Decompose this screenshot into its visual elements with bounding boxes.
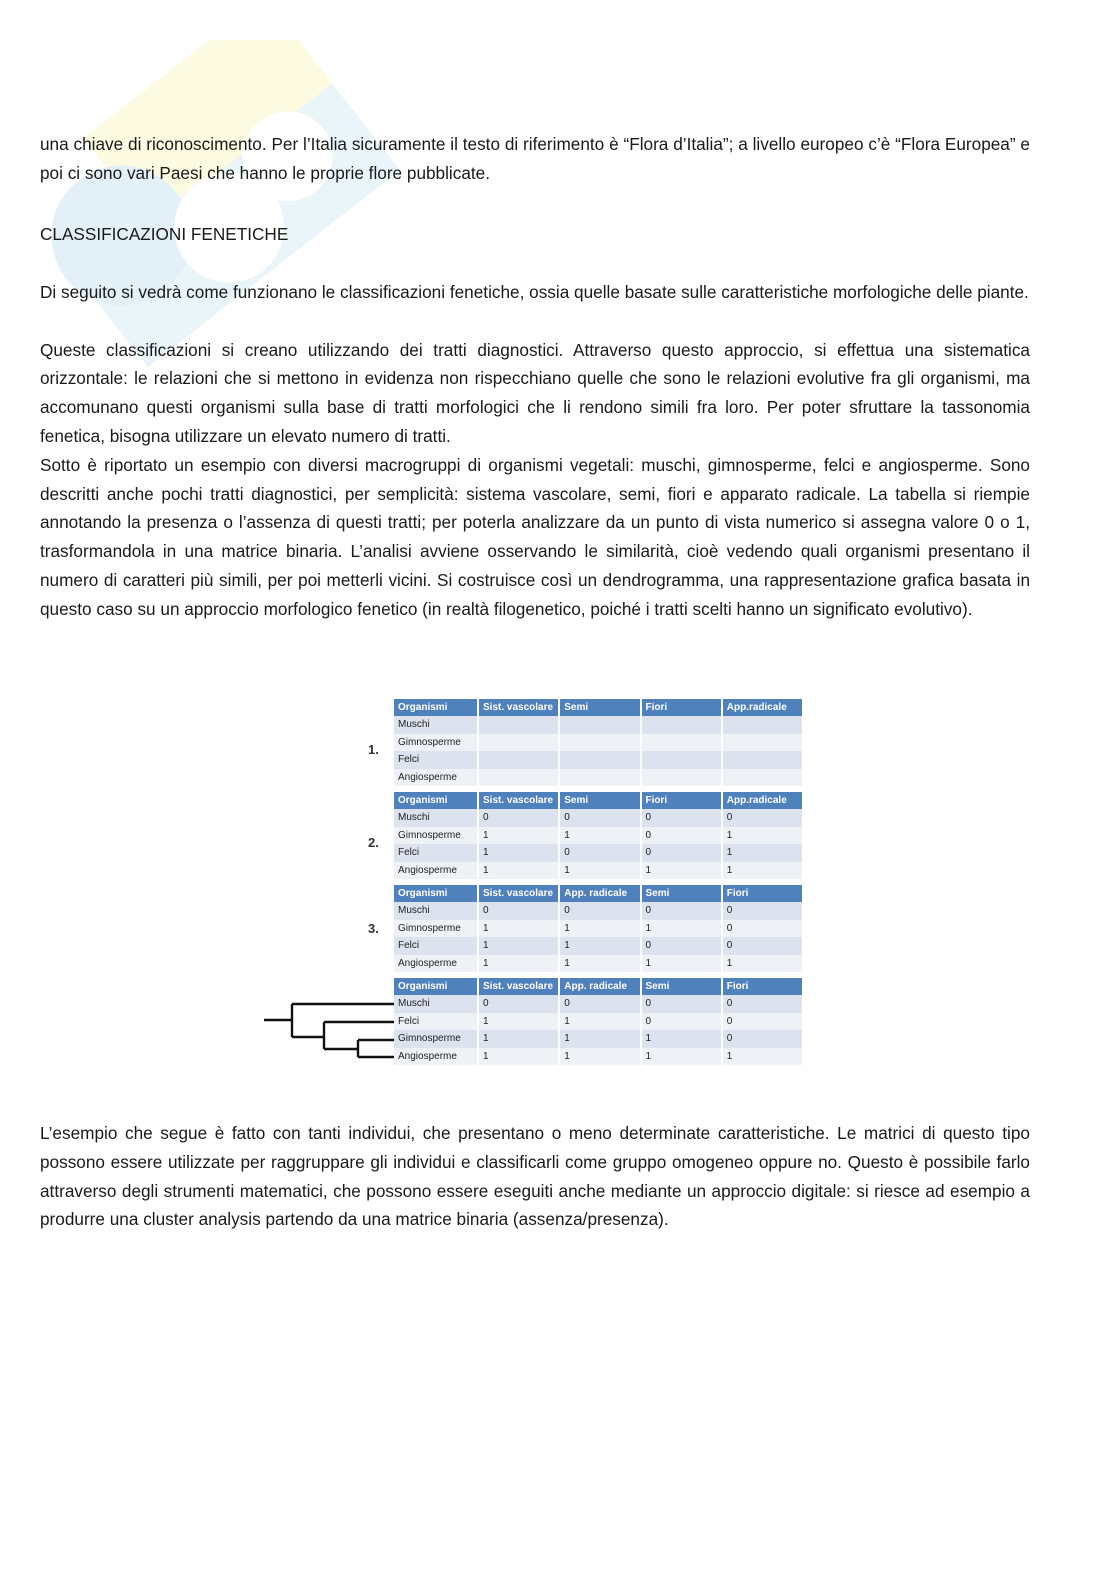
table-cell: Muschi bbox=[394, 716, 478, 734]
table-cell: 1 bbox=[559, 920, 640, 938]
table-row bbox=[394, 1048, 803, 1066]
table-header-cell: Sist. vascolare bbox=[478, 792, 559, 809]
table-cell bbox=[722, 716, 803, 734]
table-cell: 1 bbox=[559, 862, 640, 880]
table-header-cell: Semi bbox=[559, 699, 640, 716]
table-header-row bbox=[394, 978, 803, 995]
table-header-cell: Organismi bbox=[394, 978, 478, 995]
table-header-cell: Fiori bbox=[641, 792, 722, 809]
table-row bbox=[394, 827, 803, 845]
table-cell: Felci bbox=[394, 844, 478, 862]
table-cell: Angiosperme bbox=[394, 1048, 478, 1066]
matrix-table bbox=[394, 885, 804, 972]
table-cell: 1 bbox=[478, 1048, 559, 1066]
table-cell: 0 bbox=[641, 809, 722, 827]
matrix-table bbox=[394, 978, 804, 1065]
table-cell: Felci bbox=[394, 751, 478, 769]
table-cell bbox=[478, 751, 559, 769]
table-row bbox=[394, 995, 803, 1013]
table-header-cell: Semi bbox=[559, 792, 640, 809]
table-cell: 0 bbox=[559, 995, 640, 1013]
table-header-cell: App.radicale bbox=[722, 792, 803, 809]
table-header-cell: Organismi bbox=[394, 885, 478, 902]
table-cell: 0 bbox=[641, 995, 722, 1013]
table-row bbox=[394, 955, 803, 973]
table-cell: 0 bbox=[722, 1013, 803, 1031]
table-cell: 0 bbox=[559, 902, 640, 920]
paragraph-intro: una chiave di riconoscimento. Per l’Italia sicuramente il testo di riferimento è “Flora d’Italia”; a livello europeo c’è “Flora Europea” e poi ci sono vari Paesi che hanno le proprie flore pubblicate. bbox=[40, 134, 1030, 183]
table-header-cell: App.radicale bbox=[722, 699, 803, 716]
table-cell: 1 bbox=[478, 844, 559, 862]
paragraph-definition: Di seguito si vedrà come funzionano le classificazioni fenetiche, ossia quelle basate sulle caratteristiche morfologiche delle piante. bbox=[40, 282, 1029, 302]
table-cell bbox=[559, 734, 640, 752]
table-cell: 1 bbox=[478, 827, 559, 845]
table-cell: 0 bbox=[722, 809, 803, 827]
table-cell: Muschi bbox=[394, 902, 478, 920]
table-cell bbox=[478, 734, 559, 752]
table-header-cell: Semi bbox=[641, 978, 722, 995]
table-cell bbox=[641, 769, 722, 787]
table-header-cell: Sist. vascolare bbox=[478, 885, 559, 902]
table-cell: 0 bbox=[478, 995, 559, 1013]
table-cell bbox=[722, 769, 803, 787]
table-cell: Gimnosperme bbox=[394, 734, 478, 752]
table-cell: 0 bbox=[641, 937, 722, 955]
table-row bbox=[394, 937, 803, 955]
table-header-cell: Organismi bbox=[394, 792, 478, 809]
table-row bbox=[394, 920, 803, 938]
table-cell: 1 bbox=[722, 862, 803, 880]
dendrogram-icon bbox=[262, 995, 396, 1065]
table-label: 1. bbox=[368, 742, 379, 757]
table-cell: 0 bbox=[641, 827, 722, 845]
table-cell bbox=[559, 751, 640, 769]
table-cell: Angiosperme bbox=[394, 955, 478, 973]
table-header-row bbox=[394, 792, 803, 809]
table-header-cell: App. radicale bbox=[559, 885, 640, 902]
table-cell: 0 bbox=[641, 844, 722, 862]
table-cell: 1 bbox=[478, 937, 559, 955]
table-cell: 0 bbox=[641, 1013, 722, 1031]
table-header-cell: Organismi bbox=[394, 699, 478, 716]
table-cell: 0 bbox=[722, 902, 803, 920]
table-cell: 0 bbox=[641, 902, 722, 920]
table-cell: 1 bbox=[478, 1013, 559, 1031]
table-cell: 1 bbox=[641, 955, 722, 973]
table-row bbox=[394, 809, 803, 827]
table-row bbox=[394, 716, 803, 734]
table-header-cell: App. radicale bbox=[559, 978, 640, 995]
matrix-table bbox=[394, 792, 804, 879]
table-cell: Felci bbox=[394, 937, 478, 955]
table-cell: 1 bbox=[478, 1030, 559, 1048]
table-cell bbox=[641, 751, 722, 769]
table-cell bbox=[478, 769, 559, 787]
table-cell: 1 bbox=[641, 1030, 722, 1048]
table-cell: 0 bbox=[478, 809, 559, 827]
table-cell: Gimnosperme bbox=[394, 827, 478, 845]
table-cell: 0 bbox=[478, 902, 559, 920]
table-row bbox=[394, 1030, 803, 1048]
table-cell bbox=[722, 751, 803, 769]
table-label: 3. bbox=[368, 921, 379, 936]
table-cell bbox=[559, 769, 640, 787]
table-cell: 0 bbox=[722, 920, 803, 938]
table-cell: Felci bbox=[394, 1013, 478, 1031]
paragraph-cluster-analysis: L’esempio che segue è fatto con tanti individui, che presentano o meno determinate caratteristiche. Le matrici di questo tipo possono essere utilizzate per raggruppare gli individui e classificarli come gruppo omogeneo oppure no. Questo è possibile farlo attraverso degli strumenti matematici, che possono essere eseguiti anche mediante un approccio digitale: si riesce ad esempio a produrre una cluster analysis partendo da una matrice binaria (assenza/presenza). bbox=[40, 1123, 1030, 1230]
table-cell: 0 bbox=[559, 844, 640, 862]
paragraph-example: Sotto è riportato un esempio con diversi macrogruppi di organismi vegetali: muschi, gimnosperme, felci e angiosperme. Sono descritti anche pochi tratti diagnostici, per semplicità: sistema vascolare, semi, fiori e apparato radicale. La tabella si riempie annotando la presenza o l’assenza di questi tratti; per poterla analizzare da un punto di vista numerico si assegna valore 0 o 1, trasformandola in una matrice binaria. L’analisi avviene osservando le similarità, cioè vedendo quali organismi presentano il numero di caratteri più simili, per poi metterli vicini. Si costruisce così un dendrogramma, una rappresentazione grafica basata in questo caso su un approccio morfologico fenetico (in realtà filogenetico, poiché i tratti scelti hanno un significato evolutivo). bbox=[40, 454, 1030, 619]
table-cell: Angiosperme bbox=[394, 862, 478, 880]
table-row bbox=[394, 734, 803, 752]
table-row bbox=[394, 1013, 803, 1031]
table-header-row bbox=[394, 699, 803, 716]
table-cell: 1 bbox=[559, 955, 640, 973]
table-cell bbox=[559, 716, 640, 734]
table-header-cell: Fiori bbox=[641, 699, 722, 716]
table-cell bbox=[641, 734, 722, 752]
section-heading: CLASSIFICAZIONI FENETICHE bbox=[40, 224, 289, 244]
table-cell: 1 bbox=[641, 1048, 722, 1066]
table-cell bbox=[722, 734, 803, 752]
table-cell: Gimnosperme bbox=[394, 1030, 478, 1048]
table-cell: 0 bbox=[559, 809, 640, 827]
table-cell: Muschi bbox=[394, 809, 478, 827]
table-cell: Angiosperme bbox=[394, 769, 478, 787]
table-cell: 1 bbox=[641, 862, 722, 880]
table-cell: 1 bbox=[478, 920, 559, 938]
matrix-table bbox=[394, 699, 804, 786]
table-row bbox=[394, 769, 803, 787]
table-cell: 1 bbox=[559, 937, 640, 955]
table-cell: Muschi bbox=[394, 995, 478, 1013]
table-cell: 1 bbox=[722, 1048, 803, 1066]
table-row bbox=[394, 902, 803, 920]
table-cell: 1 bbox=[559, 1048, 640, 1066]
table-header-row bbox=[394, 885, 803, 902]
table-cell: 1 bbox=[722, 827, 803, 845]
table-cell: Gimnosperme bbox=[394, 920, 478, 938]
table-header-cell: Fiori bbox=[722, 885, 803, 902]
table-cell: 1 bbox=[559, 827, 640, 845]
table-cell: 1 bbox=[478, 955, 559, 973]
table-cell: 1 bbox=[559, 1013, 640, 1031]
table-cell: 1 bbox=[478, 862, 559, 880]
table-cell: 0 bbox=[722, 1030, 803, 1048]
table-header-cell: Semi bbox=[641, 885, 722, 902]
table-cell: 0 bbox=[722, 995, 803, 1013]
table-cell: 1 bbox=[722, 844, 803, 862]
table-row bbox=[394, 844, 803, 862]
table-row bbox=[394, 862, 803, 880]
table-cell bbox=[641, 716, 722, 734]
paragraph-diagnostic-traits: Queste classificazioni si creano utilizzando dei tratti diagnostici. Attraverso questo approccio, si effettua una sistematica orizzontale: le relazioni che si mettono in evidenza non rispecchiano quelle che sono le relazioni evolutive fra gli organismi, ma accomunano questi organismi sulla base di tratti morfologici che li rendono simili fra loro. Per poter sfruttare la tassonomia fenetica, bisogna utilizzare un elevato numero di tratti. bbox=[40, 339, 1030, 446]
table-cell bbox=[478, 716, 559, 734]
table-header-cell: Sist. vascolare bbox=[478, 699, 559, 716]
table-cell: 1 bbox=[722, 955, 803, 973]
table-cell: 1 bbox=[641, 920, 722, 938]
table-header-cell: Sist. vascolare bbox=[478, 978, 559, 995]
table-label: 2. bbox=[368, 835, 379, 850]
table-cell: 1 bbox=[559, 1030, 640, 1048]
table-row bbox=[394, 751, 803, 769]
table-cell: 0 bbox=[722, 937, 803, 955]
table-header-cell: Fiori bbox=[722, 978, 803, 995]
